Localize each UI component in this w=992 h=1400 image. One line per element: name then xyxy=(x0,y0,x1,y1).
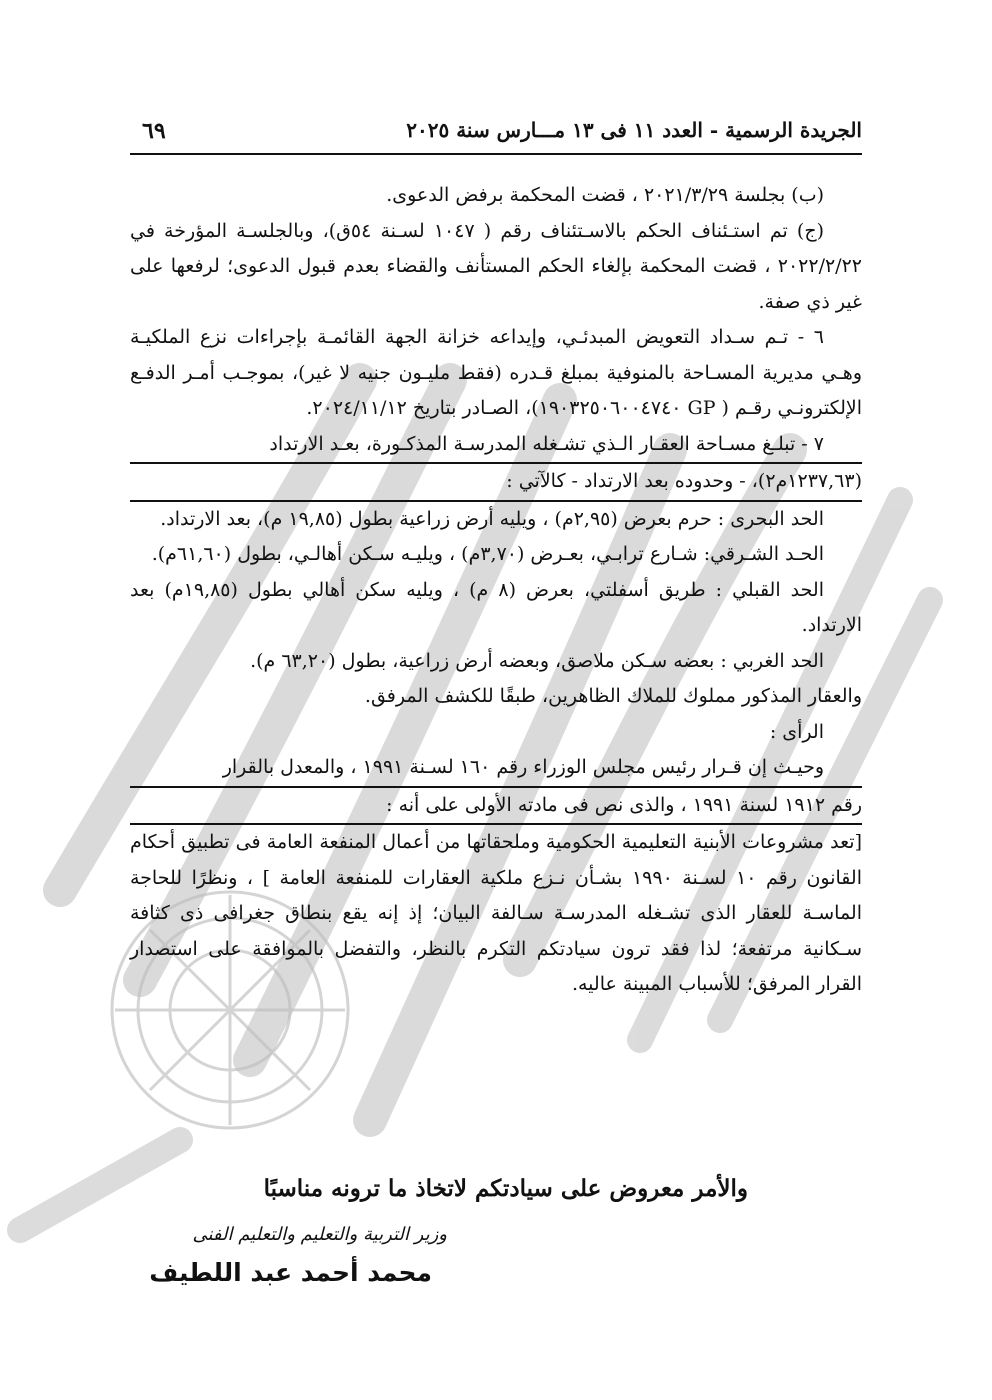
boundary-east: الحـد الشـرقي: شـارع ترابـي، بعـرض (٣,٧٠م) ، ويليـه سـكن أهالـي، بطول (٦١,٦٠م). xyxy=(151,543,824,565)
page-number: ٦٩ xyxy=(142,118,166,144)
paragraph-b: (ب) بجلسة ٢٠٢١/٣/٢٩ ، قضت المحكمة برفض الدعوى. xyxy=(386,184,824,206)
header-divider xyxy=(130,153,862,155)
whereas-line-2: رقم ١٩١٢ لسنة ١٩٩١ ، والذى نص فى مادته الأولى على أنه : xyxy=(130,788,862,826)
paragraph-7-line-2: (١٢٣٧,٦٣م٢)، - وحدوده بعد الارتداد - كالآتي : xyxy=(130,464,862,502)
paragraph-7-line-1: ٧ - تبلـغ مسـاحة العقـار الـذي تشـغله المدرسـة المذكـورة، بعـد الارتداد xyxy=(130,427,862,465)
paragraph-j: (ج) تم استـئناف الحكم بالاسـتئناف رقم ( ١٠٤٧ لسـنة ٥٤ق)، وبالجلسـة المؤرخة في ٢٠٢٢/٢/٢٢ ، قضت المحكمة بإلغاء الحكم المستأنف والقضاء بعدم قبول الدعوى؛ لرفعها على غير ذي صفة. xyxy=(130,219,862,313)
whereas-line-1: وحيـث إن قـرار رئيس مجلس الوزراء رقم ١٦٠ لسـنة ١٩٩١ ، والمعدل بالقرار xyxy=(130,750,862,788)
boundary-west: الحد الغربي : بعضه سـكن ملاصق، وبعضه أرض زراعية، بطول (٦٣,٢٠ م). xyxy=(250,649,824,672)
decree-quote: [تعد مشروعات الأبنية التعليمية الحكومية وملحقاتها من أعمال المنفعة العامة فى تطبيق أحكام القانون رقم ١٠ لسـنة ١٩٩٠ بشـأن نـزع ملكية العقارات للمنفعة العامة ] ، ونظرًا للحاجة الماسـة للعقار الذى تشـغله المدرسـة سـالفة البيان؛ إذ إنه يقع بنطاق جغرافى ذى كثافة سـكانية مرتفعة؛ لذا فقد ترون سيادتكم التكرم بالنظر، والتفضل بالموافقة على استصدار القرار المرفق؛ للأسباب المبينة عاليه. xyxy=(130,831,862,995)
page-header xyxy=(130,112,862,152)
signer-title: وزير التربية والتعليم والتعليم الفنى xyxy=(192,1224,447,1245)
opinion-heading: الرأى : xyxy=(769,720,824,743)
paragraph-6: ٦ - تـم سـداد التعويض المبدئـي، وإيداعه خزانة الجهة القائمـة بإجراءات نزع الملكيـة وهـي مديرية المسـاحة بالمنوفية بمبلغ قـدره (فقط مليـون جنيه لا غير)، بموجـب أمـر الدفـع الإلكترونـي رقـم ( GP ١٩٠٣٢٥٠٦٠٠٤٧٤٠)، الصـادر بتاريخ ٢٠٢٤/١١/١٢. xyxy=(130,326,862,419)
closing-statement: والأمر معروض على سيادتكم لاتخاذ ما ترونه مناسبًا xyxy=(263,1175,748,1202)
document-body xyxy=(130,178,862,1003)
boundary-north: الحد البحرى : حرم بعرض (٢,٩٥م) ، ويليه أرض زراعية بطول (١٩,٨٥ م)، بعد الارتداد. xyxy=(160,507,824,530)
signer-name: محمد أحمد عبد اللطيف xyxy=(149,1258,432,1287)
boundary-south: الحد القبلي : طريق أسفلتي، بعرض (٨ م) ، ويليه سكن أهالي بطول (١٩,٨٥م) بعد الارتداد. xyxy=(130,578,862,636)
ownership-note: والعقار المذكور مملوك للملاك الظاهرين، طبقًا للكشف المرفق. xyxy=(364,685,862,707)
gazette-title: الجريدة الرسمية - العدد ١١ فى ١٣ مـــارس سنة ٢٠٢٥ xyxy=(406,118,862,142)
